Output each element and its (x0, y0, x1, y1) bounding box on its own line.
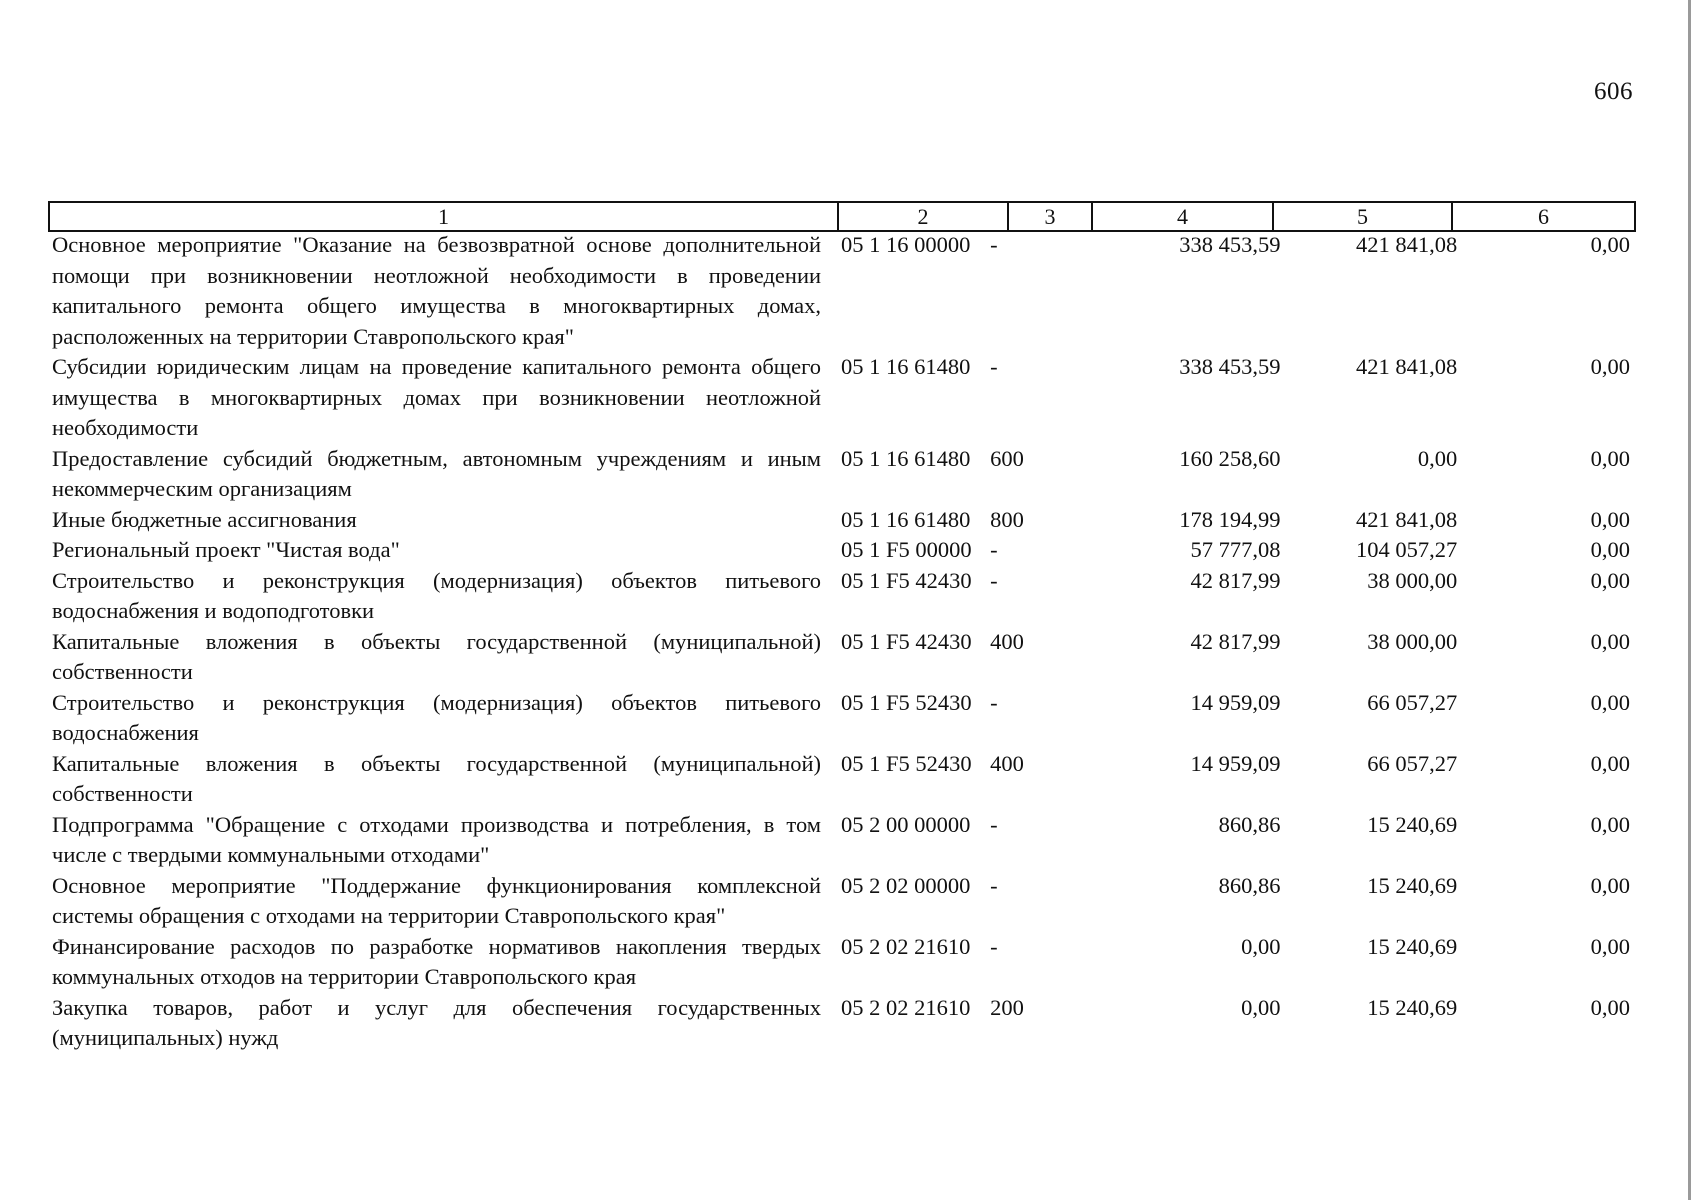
row-value-6: 0,00 (1590, 933, 1630, 959)
table-row (52, 932, 1632, 993)
row-code: 05 2 02 21610 (841, 994, 971, 1020)
row-value-4: 57 777,08 (1190, 537, 1281, 562)
table-row (52, 535, 1632, 566)
row-value-5: 15 240,69 (1367, 872, 1458, 898)
row-type: 200 (990, 994, 1024, 1020)
row-value-5: 15 240,69 (1367, 933, 1458, 959)
row-value-6: 0,00 (1590, 750, 1630, 776)
row-code: 05 1 F5 52430 (841, 689, 972, 715)
row-name: Подпрограмма "Обращение с отходами производства и потребления, в том числе с твердыми коммунальными отходами" (52, 811, 822, 867)
row-value-4: 338 453,59 (1179, 232, 1281, 257)
column-header-5: 5 (1273, 202, 1452, 231)
row-type: 600 (990, 445, 1024, 471)
row-type: 400 (990, 628, 1024, 654)
row-type: 400 (990, 750, 1024, 776)
row-value-5: 38 000,00 (1367, 567, 1458, 593)
row-code: 05 1 F5 42430 (841, 567, 972, 593)
table-row (52, 688, 1632, 749)
row-name: Финансирование расходов по разработке нормативов накопления твердых коммунальных отходов на территории Ставропольского края (52, 933, 822, 989)
table-row (52, 749, 1632, 810)
table-row (52, 810, 1632, 871)
column-header-2: 2 (838, 202, 1008, 231)
row-name: Иные бюджетные ассигнования (52, 506, 357, 532)
table-row (52, 444, 1632, 505)
row-code: 05 1 16 61480 (841, 445, 971, 471)
column-header-row (49, 202, 1635, 231)
row-type: - (990, 232, 998, 257)
row-type: - (990, 354, 998, 379)
row-value-5: 0,00 (1417, 445, 1458, 471)
row-value-4: 178 194,99 (1179, 506, 1281, 532)
row-value-5: 421 841,08 (1355, 354, 1458, 379)
row-value-4: 860,86 (1218, 811, 1281, 837)
row-code: 05 1 F5 42430 (841, 628, 972, 654)
row-type: 800 (990, 506, 1024, 532)
row-type: - (990, 689, 998, 715)
row-value-4: 0,00 (1241, 933, 1281, 959)
table-row (52, 871, 1632, 932)
row-value-4: 160 258,60 (1179, 445, 1281, 471)
row-type: - (990, 872, 998, 898)
scan-edge (1688, 0, 1691, 1200)
row-name: Предоставление субсидий бюджетным, автономным учреждениям и иным некоммерческим организациям (52, 445, 822, 501)
row-value-5: 15 240,69 (1367, 811, 1458, 837)
row-name: Строительство и реконструкция (модернизация) объектов питьевого водоснабжения (52, 689, 822, 745)
column-header-6: 6 (1452, 202, 1635, 231)
row-value-4: 0,00 (1241, 994, 1281, 1020)
row-value-4: 14 959,09 (1190, 750, 1281, 776)
row-value-6: 0,00 (1590, 445, 1630, 471)
row-value-5: 66 057,27 (1367, 750, 1458, 776)
row-value-6: 0,00 (1590, 232, 1630, 257)
row-value-6: 0,00 (1590, 811, 1630, 837)
row-type: - (990, 537, 998, 562)
row-value-6: 0,00 (1590, 872, 1630, 898)
row-value-6: 0,00 (1590, 689, 1630, 715)
table-row (52, 627, 1632, 688)
row-value-5: 38 000,00 (1367, 628, 1458, 654)
row-code: 05 1 F5 52430 (841, 750, 972, 776)
row-value-5: 104 057,27 (1355, 537, 1458, 562)
row-name: Капитальные вложения в объекты государственной (муниципальной) собственности (52, 628, 822, 684)
row-code: 05 1 16 61480 (841, 506, 971, 532)
column-header-1: 1 (49, 202, 838, 231)
row-value-6: 0,00 (1590, 537, 1630, 562)
budget-table-body (52, 230, 1632, 1054)
row-value-5: 421 841,08 (1355, 506, 1458, 532)
row-name: Капитальные вложения в объекты государственной (муниципальной) собственности (52, 750, 822, 806)
row-value-6: 0,00 (1590, 567, 1630, 593)
row-name: Закупка товаров, работ и услуг для обеспечения государственных (муниципальных) нужд (52, 994, 822, 1050)
table-row (52, 505, 1632, 536)
row-value-4: 338 453,59 (1179, 354, 1281, 379)
row-name: Строительство и реконструкция (модернизация) объектов питьевого водоснабжения и водоподготовки (52, 567, 822, 623)
row-name: Основное мероприятие "Поддержание функционирования комплексной системы обращения с отходами на территории Ставропольского края" (52, 872, 822, 928)
row-code: 05 2 02 00000 (841, 872, 971, 898)
column-header-3: 3 (1008, 202, 1092, 231)
row-code: 05 2 02 21610 (841, 933, 971, 959)
table-row (52, 993, 1632, 1054)
row-value-4: 860,86 (1218, 872, 1281, 898)
row-value-5: 421 841,08 (1355, 232, 1458, 257)
column-header-4: 4 (1092, 202, 1273, 231)
table-row (52, 230, 1632, 352)
row-value-4: 42 817,99 (1190, 567, 1281, 593)
row-type: - (990, 933, 998, 959)
row-code: 05 2 00 00000 (841, 811, 971, 837)
row-value-5: 15 240,69 (1367, 994, 1458, 1020)
row-type: - (990, 567, 998, 593)
row-name: Субсидии юридическим лицам на проведение капитального ремонта общего имущества в многоквартирных домах при возникновении неотложной необходимости (52, 354, 822, 440)
row-type: - (990, 811, 998, 837)
row-value-6: 0,00 (1590, 628, 1630, 654)
table-row (52, 352, 1632, 444)
row-code: 05 1 F5 00000 (841, 537, 972, 562)
row-code: 05 1 16 61480 (841, 354, 971, 379)
row-value-4: 14 959,09 (1190, 689, 1281, 715)
row-value-5: 66 057,27 (1367, 689, 1458, 715)
column-header-table (48, 201, 1636, 232)
page-number: 606 (1594, 78, 1633, 105)
row-name: Основное мероприятие "Оказание на безвозвратной основе дополнительной помощи при возникновении неотложной необходимости в проведении капитального ремонта общего имущества в многоквартирных домах, расположенных на территории Ставропольского края" (52, 232, 822, 349)
row-name: Региональный проект "Чистая вода" (52, 537, 400, 562)
table-row (52, 566, 1632, 627)
row-value-6: 0,00 (1590, 994, 1630, 1020)
row-value-4: 42 817,99 (1190, 628, 1281, 654)
row-value-6: 0,00 (1590, 354, 1630, 379)
row-code: 05 1 16 00000 (841, 232, 971, 257)
row-value-6: 0,00 (1590, 506, 1630, 532)
